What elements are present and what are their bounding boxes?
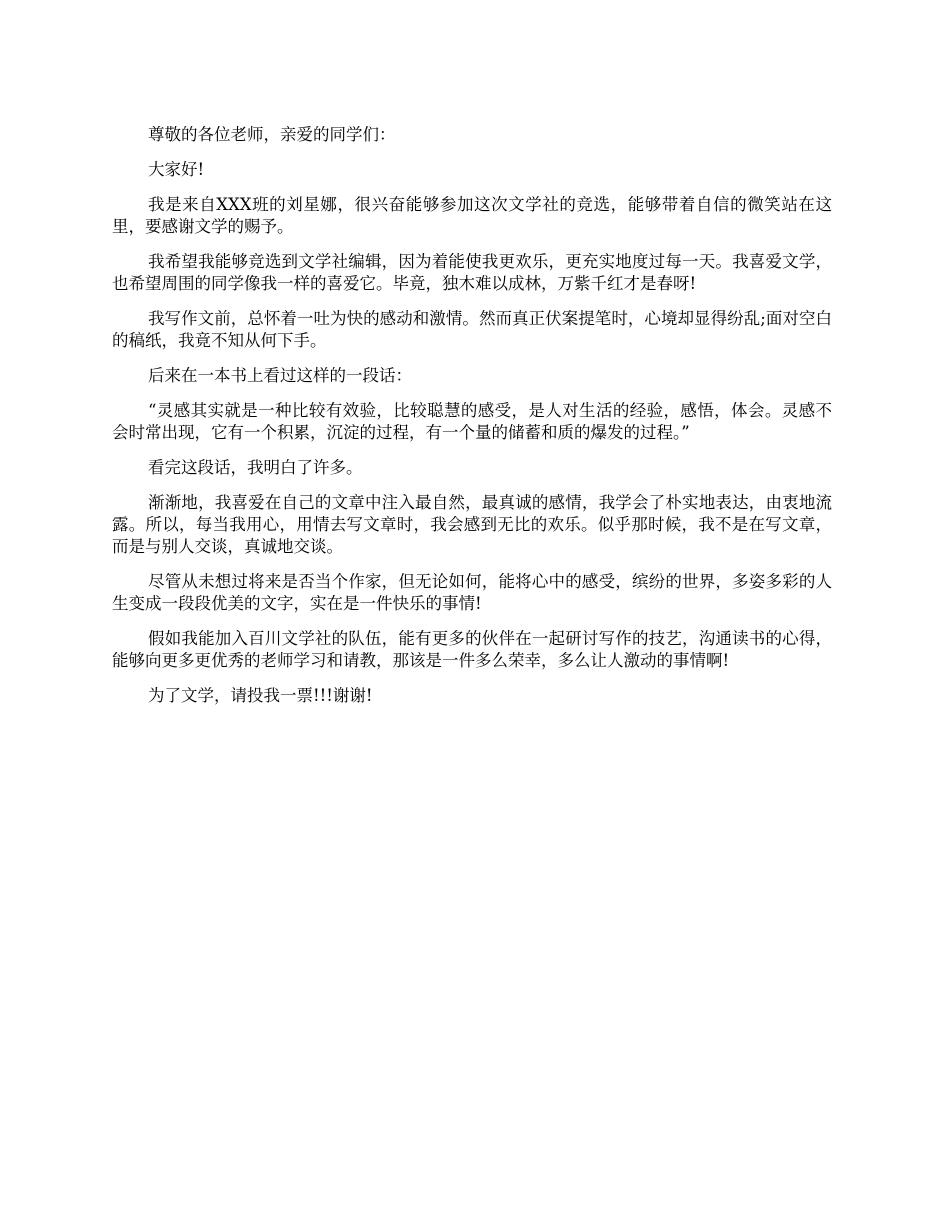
paragraph-introduction: 我是来自XXX班的刘星娜，很兴奋能够参加这次文学社的竞选，能够带着自信的微笑站在这里，要感谢文学的赐予。 — [112, 195, 832, 236]
salutation: 尊敬的各位老师，亲爱的同学们： — [148, 125, 396, 144]
paragraph-quote: “灵感其实就是一种比较有效验，比较聪慧的感受，是人对生活的经验，感悟，体会。灵感不会时常出现，它有一个积累，沉淀的过程，有一个量的储蓄和质的爆发的过程。” — [112, 401, 832, 442]
paragraph-hope: 假如我能加入百川文学社的队伍，能有更多的伙伴在一起研讨写作的技艺，沟通读书的心得，能够向更多更优秀的老师学习和请教，那该是一件多么荣幸，多么让人激动的事情啊! — [112, 629, 832, 670]
paragraph-growth: 渐渐地，我喜爱在自己的文章中注入最自然，最真诚的感情，我学会了朴实地表达，由衷地流露。所以，每当我用心，用情去写文章时，我会感到无比的欢乐。似乎那时候，我不是在写文章，而是与别人交谈，真诚地交谈。 — [112, 493, 832, 556]
paragraph-writing-struggle: 我写作文前，总怀着一吐为快的感动和激情。然而真正伏案提笔时，心境却显得纷乱;面对空白的稿纸，我竟不知从何下手。 — [112, 309, 832, 350]
paragraph-joy: 尽管从未想过将来是否当个作家，但无论如何，能将心中的感受，缤纷的世界，多姿多彩的人生变成一段段优美的文字，实在是一件快乐的事情! — [112, 572, 832, 613]
greeting: 大家好! — [148, 160, 205, 179]
paragraph-goal: 我希望我能够竞选到文学社编辑，因为着能使我更欢乐，更充实地度过每一天。我喜爱文学，也希望周围的同学像我一样的喜爱它。毕竟，独木难以成林，万紫千红才是春呀! — [112, 252, 832, 293]
paragraph-realization: 看完这段话，我明白了许多。 — [148, 458, 363, 477]
speech-body — [112, 124, 832, 720]
paragraph-book-reference: 后来在一本书上看过这样的一段话： — [148, 366, 412, 385]
closing: 为了文学，请投我一票!!!谢谢! — [148, 686, 373, 705]
